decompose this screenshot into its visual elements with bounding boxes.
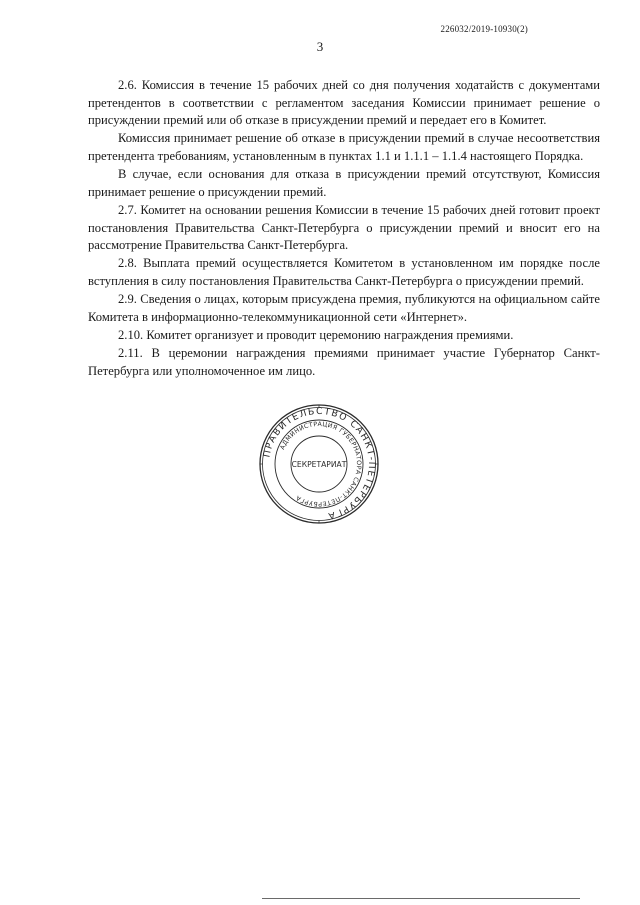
seal-outer-text: ПРАВИТЕЛЬСТВО САНКТ-ПЕТЕРБУРГА — [261, 405, 378, 522]
seal-icon — [258, 403, 380, 525]
paragraph-2-11: 2.11. В церемонии награждения премиями принимает участие Губернатор Санкт-Петербурга или уполномоченное им лицо. — [88, 346, 600, 378]
document-body — [88, 77, 600, 381]
seal-center-text: СЕКРЕТАРИАТ — [291, 460, 347, 469]
paragraph-2-10: 2.10. Комитет организует и проводит церемонию награждения премиями. — [118, 327, 514, 342]
bottom-divider-line — [262, 898, 580, 899]
seal-inner-text: АДМИНИСТРАЦИЯ ГУБЕРНАТОРА САНКТ-ПЕТЕРБУРГА — [279, 420, 363, 508]
official-seal-stamp — [258, 403, 380, 525]
page-number: 3 — [316, 39, 324, 54]
paragraph-2-7: 2.7. Комитет на основании решения Комиссии в течение 15 рабочих дней готовит проект постановления Правительства Санкт-Петербурга о присуждении премий и вносит его на рассмотрение Правительства Санкт-Петербурга. — [88, 202, 600, 253]
document-registration-number: 226032/2019-10930(2) — [440, 24, 528, 34]
paragraph-2-6-award: В случае, если основания для отказа в присуждении премий отсутствуют, Комиссия принимает решение о присуждении премий. — [88, 167, 600, 199]
paragraph-2-6-refusal: Комиссия принимает решение об отказе в присуждении премий в случае несоответствия претендента требованиям, установленным в пунктах 1.1 и 1.1.1 – 1.1.4 настоящего Порядка. — [88, 131, 600, 163]
paragraph-2-6: 2.6. Комиссия в течение 15 рабочих дней со дня получения ходатайств с документами претендентов в соответствии с регламентом заседания Комиссии принимает решение о присуждении премий или об отказе в присуждении премий и передает его в Комитет. — [88, 78, 600, 128]
paragraph-2-9: 2.9. Сведения о лицах, которым присуждена премия, публикуются на официальном сайте Комитета в информационно-телекоммуникационной сети «Интернет». — [88, 292, 600, 324]
paragraph-2-8: 2.8. Выплата премий осуществляется Комитетом в установленном им порядке после вступления в силу постановления Правительства Санкт-Петербурга о присуждении премий. — [88, 256, 600, 288]
